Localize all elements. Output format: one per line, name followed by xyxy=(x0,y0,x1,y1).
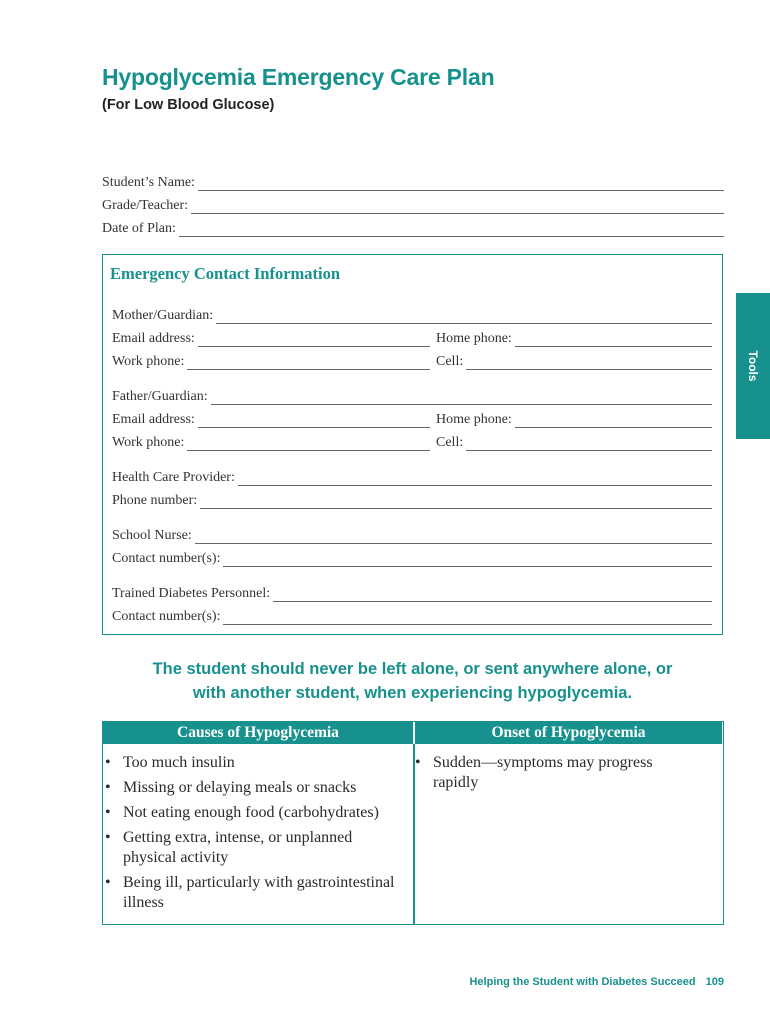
cause-item: • Too much insulin xyxy=(103,753,403,773)
onset-item: • Sudden—symptoms may progress rapidly xyxy=(413,753,683,793)
personnel-contact-field[interactable] xyxy=(112,607,712,625)
father-guardian-label: Father/Guardian: xyxy=(112,389,208,404)
footer-text: Helping the Student with Diabetes Succeed xyxy=(469,976,696,988)
page-title: Hypoglycemia Emergency Care Plan xyxy=(102,64,495,90)
provider-phone-field[interactable] xyxy=(112,491,712,509)
father-guardian-field[interactable] xyxy=(112,387,712,405)
father-email-label: Email address: xyxy=(112,412,195,427)
father-work-phone-line[interactable] xyxy=(187,437,430,451)
school-nurse-line[interactable] xyxy=(195,530,712,544)
grade-teacher-field[interactable] xyxy=(102,196,724,214)
page-footer xyxy=(469,976,724,988)
father-work-phone-field[interactable] xyxy=(112,433,430,451)
onset-list xyxy=(413,753,683,798)
father-home-phone-line[interactable] xyxy=(515,414,712,428)
mother-guardian-field[interactable] xyxy=(112,306,712,324)
student-name-line[interactable] xyxy=(198,177,724,191)
health-care-provider-field[interactable] xyxy=(112,468,712,486)
provider-phone-line[interactable] xyxy=(200,495,712,509)
date-of-plan-label: Date of Plan: xyxy=(102,221,176,236)
mother-work-phone-field[interactable] xyxy=(112,352,430,370)
cause-item: • Not eating enough food (carbohydrates) xyxy=(103,803,403,823)
warning-message xyxy=(102,657,723,705)
hypoglycemia-table xyxy=(102,721,724,925)
mother-work-phone-line[interactable] xyxy=(187,356,430,370)
date-of-plan-field[interactable] xyxy=(102,219,724,237)
father-guardian-line[interactable] xyxy=(211,391,712,405)
trained-personnel-field[interactable] xyxy=(112,584,712,602)
trained-personnel-label: Trained Diabetes Personnel: xyxy=(112,586,271,601)
health-care-provider-line[interactable] xyxy=(238,472,712,486)
grade-teacher-label: Grade/Teacher: xyxy=(102,198,189,213)
student-name-field[interactable] xyxy=(102,173,724,191)
school-nurse-label: School Nurse: xyxy=(112,528,192,543)
mother-cell-line[interactable] xyxy=(466,356,712,370)
cause-item: • Missing or delaying meals or snacks xyxy=(103,778,403,798)
student-name-label: Student’s Name: xyxy=(102,175,195,190)
father-home-phone-field[interactable] xyxy=(436,410,712,428)
provider-phone-label: Phone number: xyxy=(112,493,198,508)
causes-list xyxy=(103,753,403,918)
school-nurse-field[interactable] xyxy=(112,526,712,544)
father-home-phone-label: Home phone: xyxy=(436,412,512,427)
trained-personnel-line[interactable] xyxy=(273,588,712,602)
nurse-contact-label: Contact number(s): xyxy=(112,551,221,566)
causes-header: Causes of Hypoglycemia xyxy=(103,722,413,744)
father-cell-field[interactable] xyxy=(436,433,712,451)
father-work-phone-label: Work phone: xyxy=(112,435,185,450)
header-divider xyxy=(413,722,415,744)
personnel-contact-line[interactable] xyxy=(223,611,712,625)
health-care-provider-label: Health Care Provider: xyxy=(112,470,235,485)
tools-tab xyxy=(736,293,770,439)
mother-email-line[interactable] xyxy=(198,333,430,347)
grade-teacher-line[interactable] xyxy=(191,200,724,214)
mother-home-phone-field[interactable] xyxy=(436,329,712,347)
father-cell-label: Cell: xyxy=(436,435,464,450)
mother-work-phone-label: Work phone: xyxy=(112,354,185,369)
page-subtitle: (For Low Blood Glucose) xyxy=(102,97,275,113)
page-number: 109 xyxy=(705,976,724,988)
father-email-field[interactable] xyxy=(112,410,430,428)
mother-guardian-line[interactable] xyxy=(216,310,712,324)
warning-line-1: The student should never be left alone, or sent anywhere alone, or xyxy=(152,660,673,678)
father-email-line[interactable] xyxy=(198,414,430,428)
emergency-contact-heading: Emergency Contact Information xyxy=(110,264,341,283)
father-cell-line[interactable] xyxy=(466,437,712,451)
nurse-contact-field[interactable] xyxy=(112,549,712,567)
personnel-contact-label: Contact number(s): xyxy=(112,609,221,624)
mother-cell-field[interactable] xyxy=(436,352,712,370)
cause-item: • Being ill, particularly with gastrointestinal illness xyxy=(103,873,403,913)
mother-home-phone-label: Home phone: xyxy=(436,331,512,346)
date-of-plan-line[interactable] xyxy=(179,223,724,237)
mother-home-phone-line[interactable] xyxy=(515,333,712,347)
onset-header: Onset of Hypoglycemia xyxy=(415,722,722,744)
mother-guardian-label: Mother/Guardian: xyxy=(112,308,214,323)
tools-tab-label: Tools xyxy=(746,350,760,382)
nurse-contact-line[interactable] xyxy=(223,553,712,567)
mother-cell-label: Cell: xyxy=(436,354,464,369)
mother-email-field[interactable] xyxy=(112,329,430,347)
warning-line-2: with another student, when experiencing hypoglycemia. xyxy=(192,684,633,702)
mother-email-label: Email address: xyxy=(112,331,195,346)
cause-item: • Getting extra, intense, or unplanned physical activity xyxy=(103,828,403,868)
